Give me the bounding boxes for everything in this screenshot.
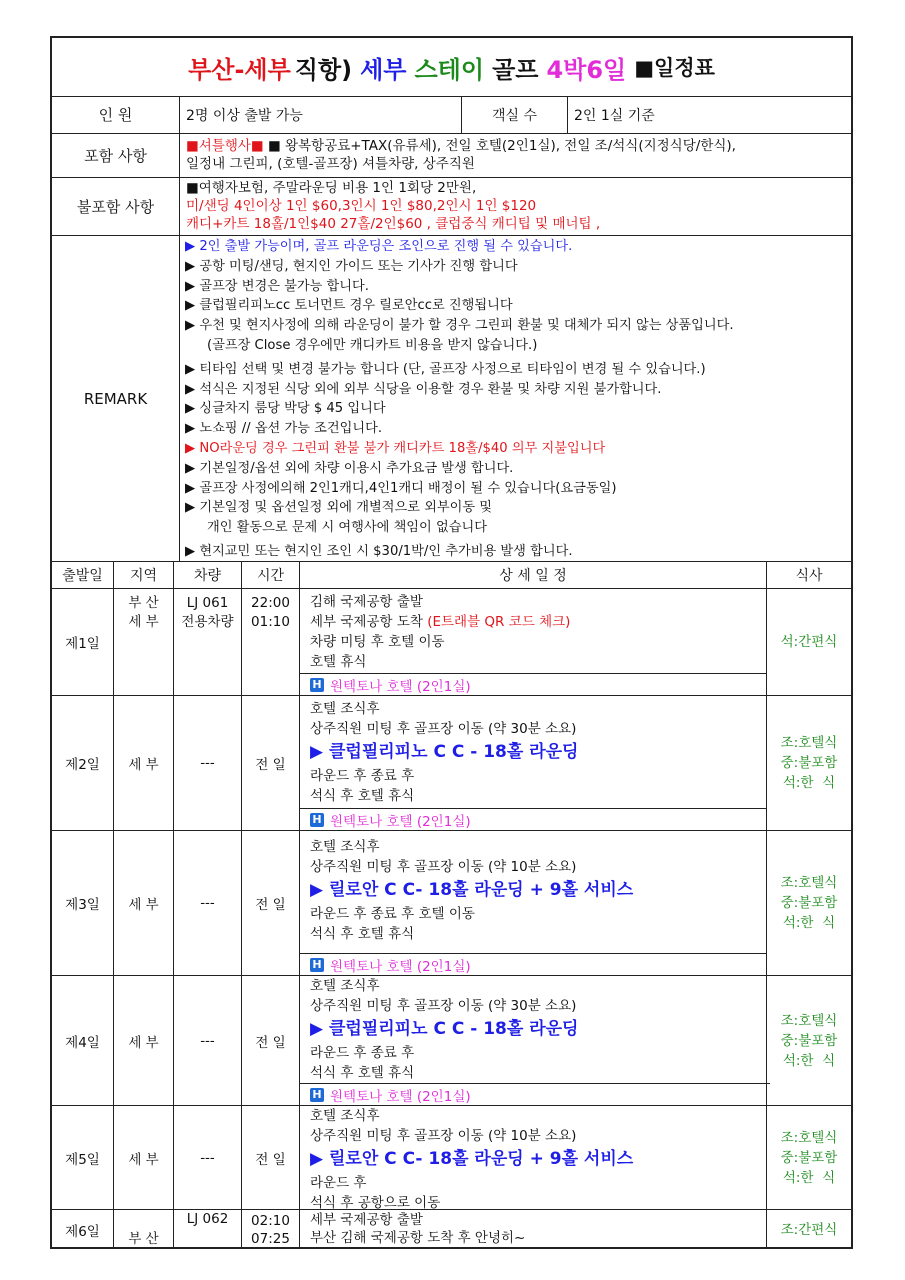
day-meal xyxy=(767,1210,851,1249)
meal-line: 석:한 식 xyxy=(782,915,836,931)
remark-item: ▶ 우천 및 현지사정에 의해 라운딩이 불가 할 경우 그린피 환불 및 대체가 되지 않는 상품입니다. xyxy=(185,318,734,334)
meal-line: 석:간편식 xyxy=(780,634,838,650)
remark-item: ▶ 골프장 변경은 불가능 합니다. xyxy=(185,278,369,294)
day-detail xyxy=(300,1210,767,1249)
day-vehicle: LJ 062 xyxy=(174,1210,242,1249)
meal-line: 조:호텔식 xyxy=(780,1012,838,1029)
detail-line: 김해 국제공항 출발 xyxy=(310,594,423,610)
day-vehicle: --- xyxy=(174,1106,242,1209)
remark-row xyxy=(52,236,851,562)
detail-line: 호텔 조식후 xyxy=(310,1108,380,1124)
header-vehicle: 차량 xyxy=(174,562,242,588)
remark-item: ▶ 골프장 사정에의해 2인1캐디,4인1캐디 배정이 될 수 있습니다(요금동일) xyxy=(185,480,617,496)
departure-time: 22:00 xyxy=(251,595,290,611)
detail-line: 라운드 후 종료 후 xyxy=(310,1045,415,1061)
hotel-icon: H xyxy=(310,1088,324,1102)
meal-line: 중:불포함 xyxy=(780,895,838,911)
day-row-1 xyxy=(52,589,851,696)
detail-line: 세부 국제공항 출발 xyxy=(310,1212,423,1228)
day-row-2 xyxy=(52,696,851,831)
day-time: 전 일 xyxy=(242,696,300,830)
excluded-line-3: 캐디+카트 18홀/1인$40 27홀/2인$60 , 클럽중식 캐디팁 및 매너팁 , xyxy=(186,216,601,232)
title-stay: 스테이 xyxy=(414,55,485,84)
remark-item: ▶ 싱글차지 룸당 박당 $ 45 입니다 xyxy=(185,401,386,417)
golf-round-line: ▶ 클럽필리피노 C C - 18홀 라운딩 xyxy=(310,1019,579,1039)
day-time xyxy=(242,1210,300,1249)
flight-number: LJ 061 xyxy=(186,595,229,611)
day-detail xyxy=(300,589,767,695)
day-vehicle xyxy=(174,589,242,695)
header-time: 시간 xyxy=(242,562,300,588)
excluded-label: 불포함 사항 xyxy=(52,178,180,235)
day-row-4 xyxy=(52,976,851,1106)
meal-line: 석:한 식 xyxy=(782,1169,836,1186)
hotel-name: 원텍토나 호텔 (2인1실) xyxy=(330,813,471,830)
remark-item: (골프장 Close 경우에만 캐디카트 비용을 받지 않습니다.) xyxy=(207,337,538,353)
people-value: 2명 이상 출발 가능 xyxy=(180,96,462,133)
meal-line: 조:호텔식 xyxy=(780,1129,838,1146)
detail-line: 라운드 후 xyxy=(310,1175,367,1191)
meal-line: 석:한 식 xyxy=(782,775,836,791)
day-label: 제3일 xyxy=(52,831,114,975)
day-vehicle: --- xyxy=(174,976,242,1105)
excluded-line-2: 미/샌딩 4인이상 1인 $60,3인시 1인 $80,2인시 1인 $120 xyxy=(186,198,537,214)
meal-line: 조:간편식 xyxy=(780,1221,838,1238)
detail-line: 석식 후 호텔 휴식 xyxy=(310,1065,415,1081)
title-route: 부산-세부 xyxy=(188,55,291,84)
meal-line: 중:불포함 xyxy=(780,1149,838,1166)
hotel-icon: H xyxy=(310,813,324,827)
shuttle-tag: ■셔틀행사■ xyxy=(186,138,264,154)
included-line-2: 일정내 그린피, (호텔-골프장) 셔틀차량, 상주직원 xyxy=(186,156,475,172)
vehicle-type: 전용차량 xyxy=(181,614,234,630)
meal-line: 조:호텔식 xyxy=(780,875,838,891)
day-time xyxy=(242,589,300,695)
meal-line: 중:불포함 xyxy=(780,755,838,771)
title-direct: 직항) xyxy=(294,55,353,84)
remark-item: ▶ 기본일정/옵션 외에 차량 이용시 추가요금 발생 합니다. xyxy=(185,460,514,476)
remark-item: ▶ 클럽필리피노cc 토너먼트 경우 릴로안cc로 진행됩니다 xyxy=(185,298,513,314)
day-row-6 xyxy=(52,1210,851,1249)
day-row-3 xyxy=(52,831,851,976)
header-detail: 상 세 일 정 xyxy=(300,562,767,588)
room-value: 2인 1실 기준 xyxy=(574,107,655,124)
title-schedule: ■일정표 xyxy=(634,56,715,80)
day-time: 전 일 xyxy=(242,976,300,1105)
remark-label: REMARK xyxy=(52,236,180,561)
day-label: 제2일 xyxy=(52,696,114,830)
header-date: 출발일 xyxy=(52,562,114,588)
detail-line: 차량 미팅 후 호텔 이동 xyxy=(310,634,445,650)
hotel-icon: H xyxy=(310,958,324,972)
detail-line: 석식 후 호텔 휴식 xyxy=(310,788,415,804)
day-detail xyxy=(300,976,767,1105)
day-region: 세 부 xyxy=(114,831,174,975)
golf-round-line: ▶ 릴로안 C C- 18홀 라운딩 + 9홀 서비스 xyxy=(310,1149,634,1169)
meal-line: 조:호텔식 xyxy=(780,735,838,751)
remark-list xyxy=(180,236,851,562)
included-text xyxy=(180,134,851,173)
hotel-line xyxy=(300,953,766,975)
day-region: 세 부 xyxy=(114,976,174,1105)
title-cebu: 세부 xyxy=(360,55,407,84)
people-row xyxy=(52,96,851,134)
day-meal xyxy=(767,831,851,975)
detail-line: 라운드 후 종료 후 호텔 이동 xyxy=(310,906,475,922)
day-region: 세 부 xyxy=(114,1106,174,1209)
hotel-name: 원텍토나 호텔 (2인1실) xyxy=(330,1088,471,1105)
day-meal xyxy=(767,589,851,695)
day-detail xyxy=(300,696,767,830)
detail-line: 호텔 조식후 xyxy=(310,978,380,994)
day-detail xyxy=(300,831,767,975)
remark-item: ▶ 현지교민 또는 현지인 조인 시 $30/1박/인 추가비용 발생 합니다. xyxy=(185,543,573,559)
remark-item: ▶ 공항 미팅/샌딩, 현지인 가이드 또는 기사가 진행 합니다 xyxy=(185,258,518,274)
meal-line: 석:한 식 xyxy=(782,1052,836,1069)
golf-round-line: ▶ 릴로안 C C- 18홀 라운딩 + 9홀 서비스 xyxy=(310,880,634,900)
detail-line: 상주직원 미팅 후 골프장 이동 (약 10분 소요) xyxy=(310,1128,577,1144)
region-origin: 부 산 xyxy=(128,595,159,611)
day-detail xyxy=(300,1106,767,1209)
day-region: 세 부 xyxy=(114,696,174,830)
detail-line: 석식 후 공항으로 이동 xyxy=(310,1195,441,1211)
remark-item: ▶ 기본일정 및 옵션일정 외에 개별적으로 외부이동 및 xyxy=(185,500,493,516)
departure-time: 02:10 xyxy=(251,1212,290,1229)
day-meal xyxy=(767,976,851,1105)
day-meal xyxy=(767,696,851,830)
detail-line: 부산 김해 국제공항 도착 후 안녕히~ xyxy=(310,1230,526,1246)
qr-check-note: (E트래블 QR 코드 체크) xyxy=(427,614,571,630)
title-duration: 4박6일 xyxy=(546,55,627,84)
remark-item: ▶ 석식은 지정된 식당 외에 외부 식당을 이용할 경우 환불 및 차량 지원 불가합니다. xyxy=(185,381,662,397)
hotel-line xyxy=(300,808,766,830)
remark-item: ▶ 티타임 선택 및 변경 불가능 합니다 (단, 골프장 사정으로 티타임이 변경 될 수 있습니다.) xyxy=(185,361,706,377)
page-title xyxy=(52,38,851,97)
itinerary-sheet xyxy=(50,36,853,1249)
included-row xyxy=(52,134,851,178)
day-time: 전 일 xyxy=(242,1106,300,1209)
day-row-5 xyxy=(52,1106,851,1210)
detail-line: 호텔 휴식 xyxy=(310,654,367,670)
remark-item: ▶ NO라운딩 경우 그린피 환불 불가 캐디카트 18홀/$40 의무 지불입니다 xyxy=(185,440,606,456)
day-meal xyxy=(767,1106,851,1209)
detail-line: 석식 후 호텔 휴식 xyxy=(310,926,415,942)
detail-line: 상주직원 미팅 후 골프장 이동 (약 30분 소요) xyxy=(310,998,577,1014)
detail-line: 호텔 조식후 xyxy=(310,839,380,855)
title-golf: 골프 xyxy=(492,55,539,84)
remark-item: 개인 활동으로 문제 시 여행사에 책임이 없습니다 xyxy=(207,520,487,536)
arrival-time: 07:25 xyxy=(251,1230,290,1247)
schedule-header xyxy=(52,562,851,589)
hotel-icon: H xyxy=(310,678,324,692)
header-region: 지역 xyxy=(114,562,174,588)
remark-item: ▶ 2인 출발 가능이며, 골프 라운딩은 조인으로 진행 될 수 있습니다. xyxy=(185,239,573,254)
detail-line: 상주직원 미팅 후 골프장 이동 (약 10분 소요) xyxy=(310,859,577,875)
header-meal: 식사 xyxy=(795,568,823,584)
hotel-line xyxy=(300,673,766,695)
day-time: 전 일 xyxy=(242,831,300,975)
day-label: 제6일 xyxy=(52,1210,114,1249)
day-vehicle: --- xyxy=(174,696,242,830)
included-line-1: ■ 왕복항공료+TAX(유류세), 전일 호텔(2인1실), 전일 조/석식(지정식당/한식), xyxy=(263,138,736,154)
excluded-line-1: ■여행자보험, 주말라운딩 비용 1인 1회당 2만원, xyxy=(186,180,477,196)
hotel-line xyxy=(300,1083,770,1105)
day-region xyxy=(114,589,174,695)
region-destination: 세 부 xyxy=(128,614,159,630)
people-label: 인 원 xyxy=(52,96,180,133)
day-label: 제1일 xyxy=(52,589,114,695)
detail-line: 세부 국제공항 도착 (E트래블 QR 코드 체크) xyxy=(310,614,571,630)
detail-line: 호텔 조식후 xyxy=(310,701,380,717)
detail-line: 라운드 후 종료 후 xyxy=(310,768,415,784)
golf-round-line: ▶ 클럽필리피노 C C - 18홀 라운딩 xyxy=(310,742,579,762)
excluded-row xyxy=(52,178,851,236)
arrival-time: 01:10 xyxy=(251,614,290,630)
meal-line: 중:불포함 xyxy=(780,1032,838,1049)
excluded-text xyxy=(180,178,851,233)
day-vehicle: --- xyxy=(174,831,242,975)
day-label: 제4일 xyxy=(52,976,114,1105)
remark-item: ▶ 노쇼핑 // 옵션 가능 조건입니다. xyxy=(185,421,383,437)
hotel-name: 원텍토나 호텔 (2인1실) xyxy=(330,678,471,695)
included-label: 포함 사항 xyxy=(52,134,180,177)
detail-line: 상주직원 미팅 후 골프장 이동 (약 30분 소요) xyxy=(310,721,577,737)
hotel-name: 원텍토나 호텔 (2인1실) xyxy=(330,958,471,975)
room-label: 객실 수 xyxy=(462,96,568,133)
day-region: 부 산 xyxy=(114,1210,174,1249)
day-label: 제5일 xyxy=(52,1106,114,1209)
